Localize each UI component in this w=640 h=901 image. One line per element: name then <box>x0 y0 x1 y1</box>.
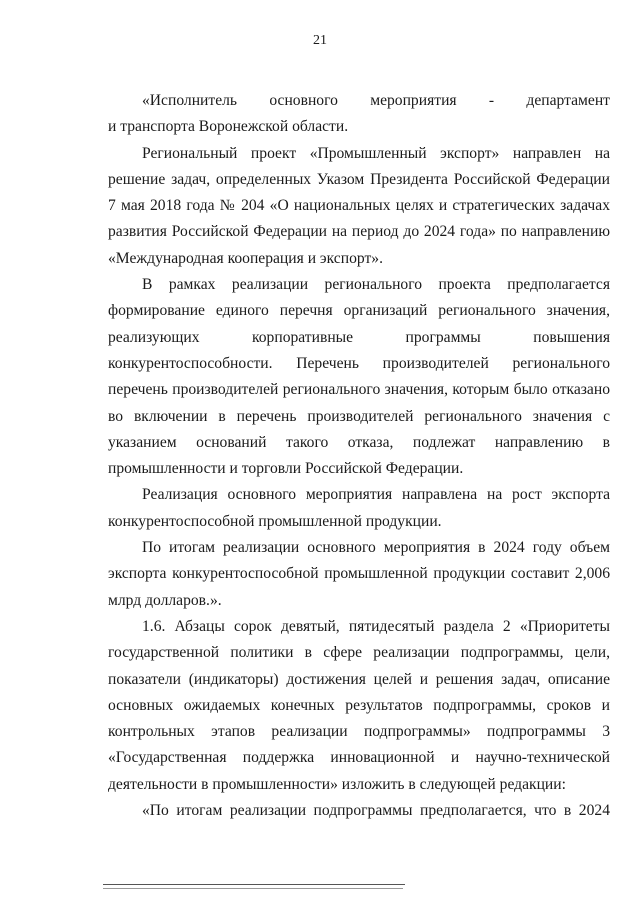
text-line: По итогам реализации основного мероприятия в 2024 году объем <box>142 539 610 557</box>
text-line: формирование единого перечня организаций регионального значения, <box>108 302 610 320</box>
document-body <box>108 88 610 824</box>
text-line: указанием оснований такого отказа, подлежат направлению в <box>108 433 610 451</box>
text-line: 1.6. Абзацы сорок девятый, пятидесятый раздела 2 «Приоритеты <box>142 617 610 635</box>
text-line: конкурентоспособной промышленной продукции. <box>108 512 442 530</box>
page-number: 21 <box>313 33 327 48</box>
text-line: млрд долларов.». <box>108 591 222 609</box>
text-line: экспорта конкурентоспособной промышленной продукции составит 2,006 <box>108 565 610 583</box>
text-line: государственной политики в сфере реализации подпрограммы, цели, <box>108 644 610 662</box>
bottom-scan-edge-shadow <box>103 888 403 889</box>
text-line: контрольных этапов реализации подпрограммы» подпрограммы 3 <box>108 723 610 741</box>
text-line: во включении в перечень производителей регионального значения с <box>108 407 610 425</box>
text-line: деятельности в промышленности» изложить в следующей редакции: <box>108 775 566 793</box>
text-line: В рамках реализации регионального проекта предполагается <box>142 276 610 294</box>
text-line: Реализация основного мероприятия направлена на рост экспорта <box>142 486 610 504</box>
text-line: реализующих корпоративные программы повышения <box>108 328 610 346</box>
text-line: и транспорта Воронежской области. <box>108 118 349 136</box>
text-line: «Государственная поддержка инновационной и научно-технической <box>108 749 610 767</box>
text-line: «Исполнитель основного мероприятия - департамент <box>142 92 610 109</box>
text-line: перечень производителей регионального значения, которым было отказано <box>108 381 610 399</box>
bottom-scan-edge <box>103 884 405 885</box>
text-line: показатели (индикаторы) достижения целей и решения задач, описание <box>108 670 610 688</box>
text-line: развития Российской Федерации на период до 2024 года» по направлению <box>108 223 610 241</box>
text-line: промышленности и торговли Российской Федерации. <box>108 460 464 478</box>
text-line: решение задач, определенных Указом Президента Российской Федерации <box>108 170 610 188</box>
text-line: конкурентоспособности. Перечень производителей регионального <box>108 354 610 372</box>
text-line: Региональный проект «Промышленный экспорт» направлен на <box>142 144 610 162</box>
text-line: основных ожидаемых конечных результатов подпрограммы, сроков и <box>108 696 610 714</box>
text-line: «Международная кооперация и экспорт». <box>108 249 383 267</box>
text-line: «По итогам реализации подпрограммы предполагается, что в 2024 <box>142 802 610 820</box>
text-line: 7 мая 2018 года № 204 «О национальных целях и стратегических задачах <box>108 197 610 215</box>
